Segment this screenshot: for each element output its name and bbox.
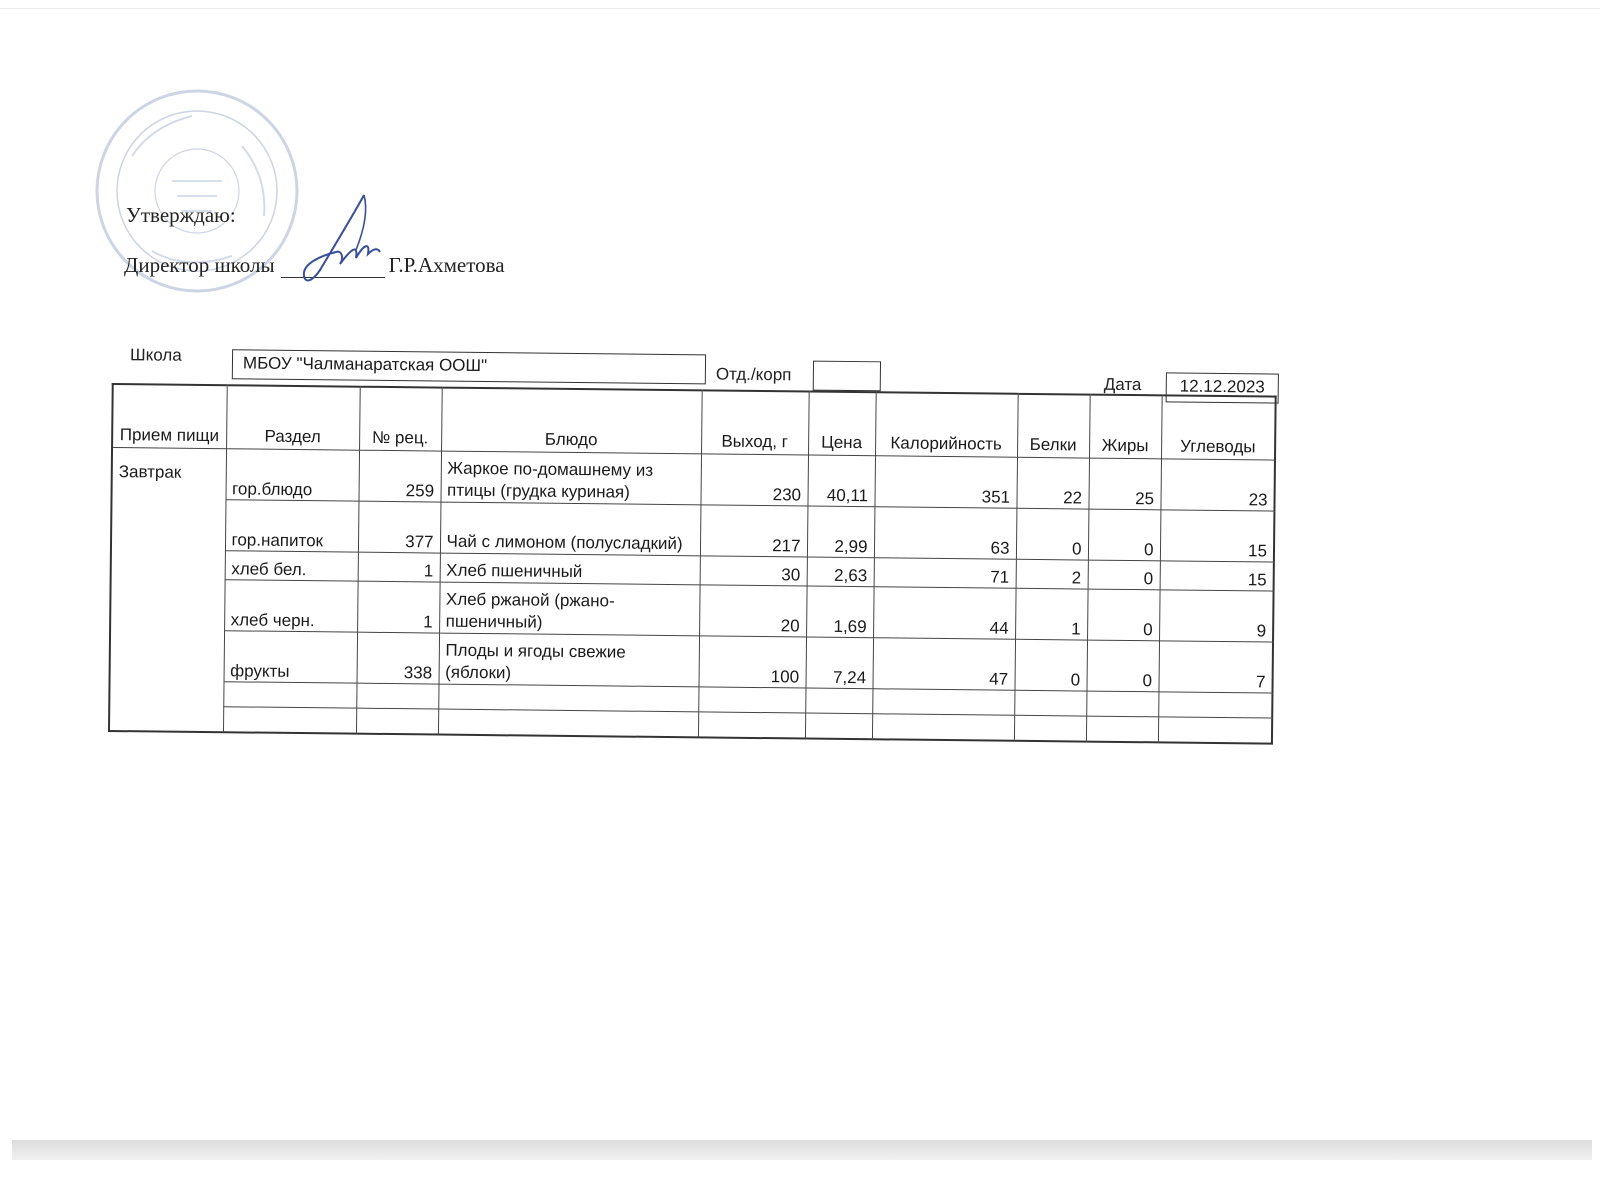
dept-label: Отд./корп xyxy=(715,364,792,385)
dish-cell: Хлеб ржаной (ржано-пшеничный) xyxy=(439,582,700,636)
empty-cell xyxy=(1158,717,1272,744)
column-header: Прием пищи xyxy=(112,384,227,449)
column-header: Углеводы xyxy=(1161,395,1276,460)
price-cell: 40,11 xyxy=(807,455,875,507)
menu-table xyxy=(108,383,1277,745)
price-cell: 2,99 xyxy=(807,506,875,558)
empty-cell xyxy=(356,708,438,734)
dish-cell: Чай с лимоном (полусладкий) xyxy=(440,502,701,556)
column-header: Цена xyxy=(808,392,876,456)
protein-cell: 0 xyxy=(1014,639,1087,691)
fat-cell: 0 xyxy=(1087,589,1160,641)
date-label: Дата xyxy=(1103,374,1142,395)
empty-cell xyxy=(1086,716,1158,742)
school-label: Школа xyxy=(129,345,182,365)
yield-cell: 230 xyxy=(700,454,808,506)
section-cell: гор.блюдо xyxy=(225,449,359,501)
recipe-cell: 259 xyxy=(358,450,441,502)
empty-cell xyxy=(1158,692,1272,718)
section-cell: гор.напиток xyxy=(225,500,359,552)
empty-cell xyxy=(805,688,872,714)
protein-cell: 0 xyxy=(1016,508,1089,560)
calories-cell: 44 xyxy=(873,587,1016,640)
fat-cell: 0 xyxy=(1088,560,1160,590)
fat-cell: 0 xyxy=(1088,509,1161,561)
carbs-cell: 7 xyxy=(1158,641,1273,693)
dish-cell: Жаркое по-домашнему из птицы (грудка куриная) xyxy=(440,451,701,505)
empty-cell xyxy=(698,687,805,713)
dish-cell: Хлеб пшеничный xyxy=(440,553,700,585)
empty-cell xyxy=(1086,691,1158,717)
yield-cell: 20 xyxy=(699,585,807,637)
empty-cell xyxy=(223,707,356,734)
empty-cell xyxy=(698,712,805,739)
column-header: Калорийность xyxy=(875,392,1018,457)
school-field: МБОУ "Чалманаратская ООШ" xyxy=(232,349,706,384)
empty-cell xyxy=(1014,690,1086,716)
yield-cell: 217 xyxy=(700,505,808,557)
fat-cell: 25 xyxy=(1088,458,1161,510)
carbs-cell: 23 xyxy=(1160,459,1275,511)
column-header: Раздел xyxy=(226,385,360,450)
recipe-cell: 1 xyxy=(357,581,440,633)
column-header: Белки xyxy=(1017,394,1090,458)
calories-cell: 47 xyxy=(872,638,1015,691)
carbs-cell: 9 xyxy=(1159,590,1274,642)
carbs-cell: 15 xyxy=(1160,510,1275,562)
column-header: Выход, г xyxy=(701,390,809,455)
recipe-cell: 377 xyxy=(358,501,441,553)
price-cell: 1,69 xyxy=(806,586,874,638)
section-cell: фрукты xyxy=(224,631,358,683)
section-cell: хлеб бел. xyxy=(225,551,358,581)
calories-cell: 71 xyxy=(874,558,1016,589)
yield-cell: 30 xyxy=(700,556,807,586)
price-cell: 7,24 xyxy=(805,637,873,689)
empty-cell xyxy=(872,714,1014,741)
protein-cell: 2 xyxy=(1016,559,1088,589)
protein-cell: 22 xyxy=(1016,457,1089,509)
yield-cell: 100 xyxy=(698,636,806,688)
approval-name: Г.Р.Ахметова xyxy=(388,253,505,277)
protein-cell: 1 xyxy=(1015,588,1088,640)
empty-cell xyxy=(438,709,698,737)
calories-cell: 63 xyxy=(874,507,1017,560)
empty-cell xyxy=(1014,715,1086,741)
empty-cell xyxy=(872,689,1014,716)
column-header: Блюдо xyxy=(441,388,702,454)
approval-title: Утверждаю: xyxy=(126,203,236,227)
column-header: № рец. xyxy=(359,387,442,451)
approval-position: Директор школы xyxy=(124,253,275,277)
meal-cell: Завтрак xyxy=(109,448,226,733)
calories-cell: 351 xyxy=(874,456,1017,509)
carbs-cell: 15 xyxy=(1160,561,1274,591)
fat-cell: 0 xyxy=(1086,640,1159,692)
column-header: Жиры xyxy=(1089,395,1162,459)
empty-cell xyxy=(438,684,698,712)
empty-cell xyxy=(356,683,438,709)
empty-cell xyxy=(223,682,356,708)
recipe-cell: 338 xyxy=(357,632,440,684)
date-field: 12.12.2023 xyxy=(1166,372,1279,403)
price-cell: 2,63 xyxy=(807,557,874,587)
section-cell: хлеб черн. xyxy=(224,580,358,632)
recipe-cell: 1 xyxy=(358,552,440,582)
dept-field xyxy=(813,361,881,392)
scan-edge-bottom xyxy=(12,1140,1592,1160)
empty-cell xyxy=(805,713,872,739)
dish-cell: Плоды и ягоды свежие (яблоки) xyxy=(439,633,700,687)
